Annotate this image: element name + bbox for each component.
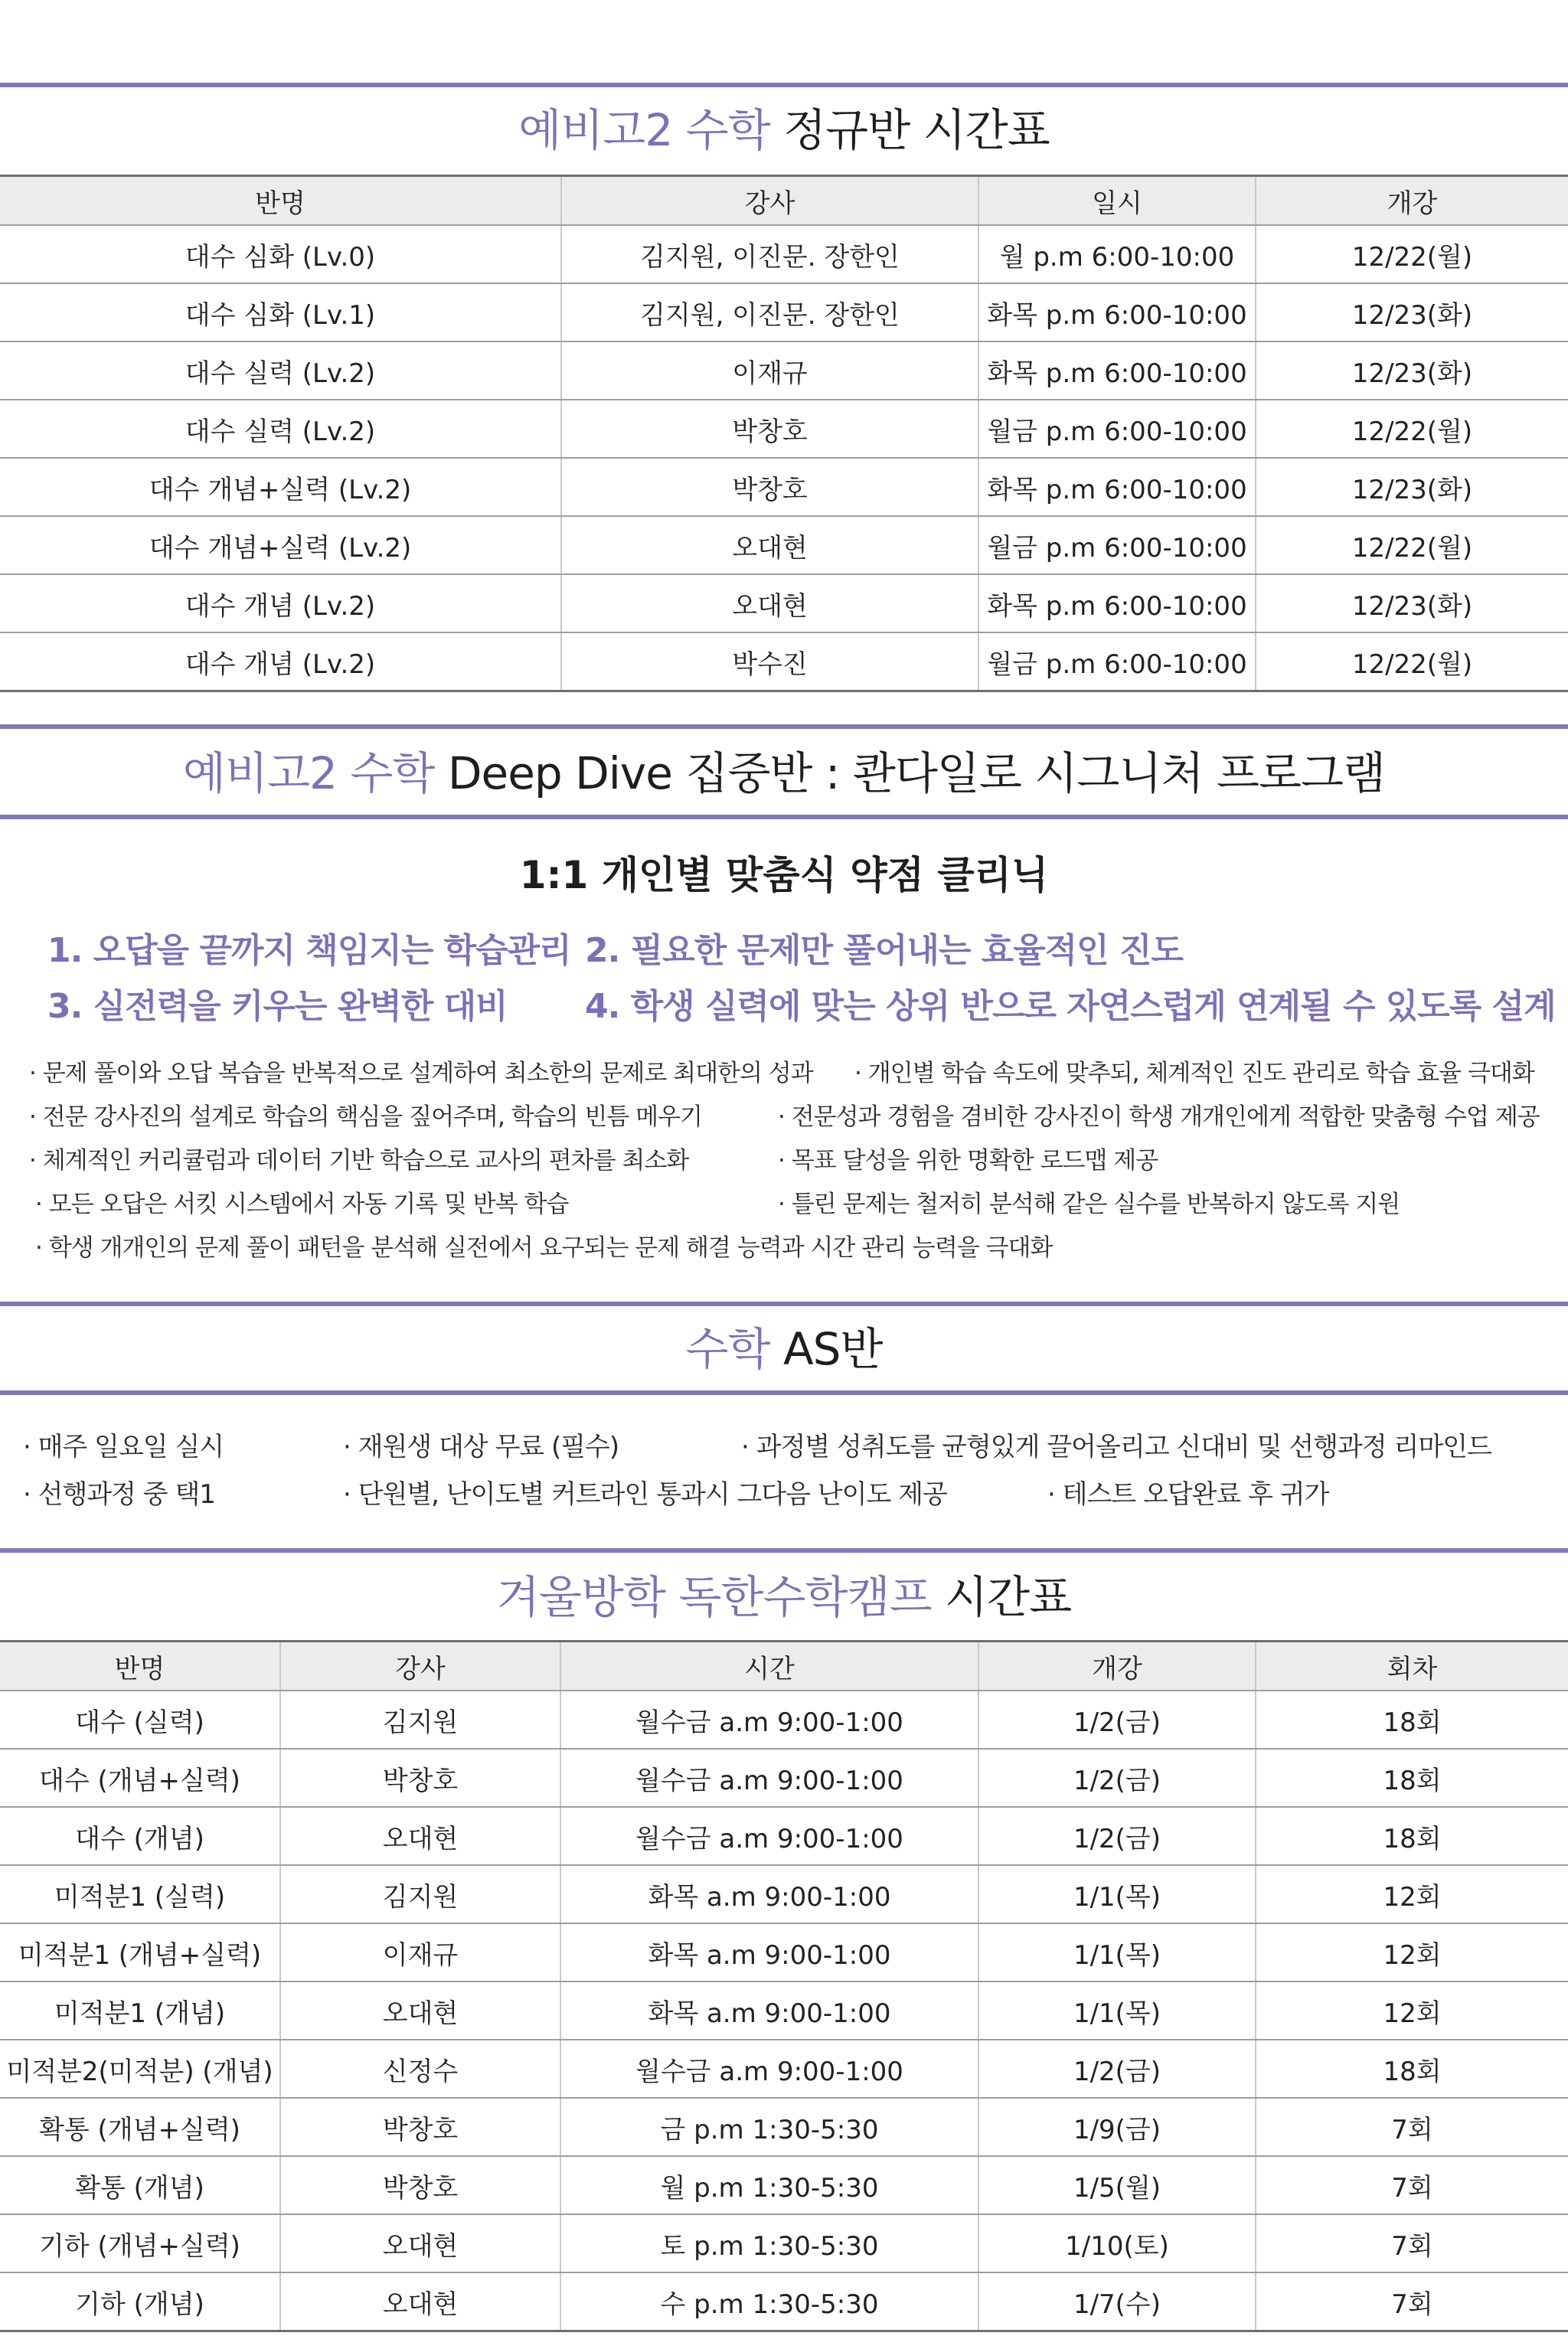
table-row <box>0 341 1568 400</box>
section2-top-rule <box>0 724 1568 729</box>
section3-title <box>0 1318 1568 1380</box>
cell-time: 금 p.m 1:30-5:30 <box>560 2098 978 2156</box>
regular-class-timetable <box>0 175 1568 692</box>
section3-bottom-rule <box>0 1390 1568 1395</box>
column-header-teacher: 강사 <box>561 176 978 226</box>
cell-start: 1/7(수) <box>978 2272 1256 2331</box>
column-header-time: 시간 <box>560 1642 978 1691</box>
as-class-bullet: · 선행과정 중 택1 <box>23 1479 215 1510</box>
clinic-bullet: · 개인별 학습 속도에 맞추되, 체계적인 진도 관리로 학습 효율 극대화 <box>854 1060 1534 1087</box>
cell-start: 1/1(목) <box>978 1865 1256 1923</box>
cell-sessions: 18회 <box>1256 2040 1568 2098</box>
cell-sessions: 7회 <box>1256 2156 1568 2214</box>
cell-class: 대수 심화 (Lv.1) <box>0 283 561 341</box>
cell-start: 1/10(토) <box>978 2214 1256 2272</box>
section1-title-rest: 정규반 시간표 <box>783 104 1050 156</box>
cell-class: 대수 개념+실력 (Lv.2) <box>0 458 561 516</box>
cell-start: 12/22(월) <box>1256 632 1568 691</box>
table-row <box>0 632 1568 691</box>
table-row <box>0 1691 1568 1749</box>
cell-time: 월 p.m 1:30-5:30 <box>560 2156 978 2214</box>
as-class-bullet: · 단원별, 난이도별 커트라인 통과시 그다음 난이도 제공 <box>343 1479 947 1510</box>
cell-start: 12/23(화) <box>1256 574 1568 632</box>
as-class-bullet: · 테스트 오답완료 후 귀가 <box>1047 1479 1329 1510</box>
cell-start: 1/2(금) <box>978 1807 1256 1865</box>
cell-teacher: 박창호 <box>561 458 978 516</box>
cell-schedule: 화목 p.m 6:00-10:00 <box>978 283 1256 341</box>
table-header-row <box>0 176 1568 226</box>
cell-sessions: 18회 <box>1256 1691 1568 1749</box>
table-header-row <box>0 1642 1568 1691</box>
section4-top-rule <box>0 1548 1568 1553</box>
section4-title-accent: 겨울방학 독한수학캠프 <box>496 1571 932 1623</box>
cell-class: 확통 (개념) <box>0 2156 280 2214</box>
cell-class: 대수 개념 (Lv.2) <box>0 632 561 691</box>
cell-sessions: 7회 <box>1256 2272 1568 2331</box>
cell-class: 확통 (개념+실력) <box>0 2098 280 2156</box>
cell-schedule: 월금 p.m 6:00-10:00 <box>978 632 1256 691</box>
table-row <box>0 2272 1568 2331</box>
cell-time: 월수금 a.m 9:00-1:00 <box>560 1691 978 1749</box>
cell-teacher: 오대현 <box>561 516 978 574</box>
section3-top-rule <box>0 1302 1568 1306</box>
cell-start: 1/2(금) <box>978 2040 1256 2098</box>
cell-start: 1/5(월) <box>978 2156 1256 2214</box>
clinic-bullet: · 전문 강사진의 설계로 학습의 핵심을 짚어주며, 학습의 빈틈 메우기 <box>29 1103 702 1131</box>
cell-start: 1/9(금) <box>978 2098 1256 2156</box>
as-class-bullet: · 과정별 성취도를 균형있게 끌어올리고 신대비 및 선행과정 리마인드 <box>741 1432 1491 1462</box>
clinic-bullet: · 틀린 문제는 철저히 분석해 같은 실수를 반복하지 않도록 지원 <box>778 1191 1400 1218</box>
cell-schedule: 월 p.m 6:00-10:00 <box>978 225 1256 283</box>
table-row <box>0 574 1568 632</box>
cell-time: 화목 a.m 9:00-1:00 <box>560 1923 978 1982</box>
winter-camp-timetable <box>0 1640 1568 2332</box>
cell-teacher: 박창호 <box>280 1749 560 1807</box>
cell-schedule: 화목 p.m 6:00-10:00 <box>978 458 1256 516</box>
table-row <box>0 2214 1568 2272</box>
cell-teacher: 오대현 <box>280 1807 560 1865</box>
cell-class: 대수 개념 (Lv.2) <box>0 574 561 632</box>
cell-sessions: 12회 <box>1256 1982 1568 2040</box>
table-row <box>0 1923 1568 1982</box>
as-class-bullet: · 매주 일요일 실시 <box>23 1432 224 1462</box>
section2-title-rest: Deep Dive 집중반 : 콴다일로 시그니처 프로그램 <box>447 747 1386 799</box>
table-row <box>0 458 1568 516</box>
cell-sessions: 7회 <box>1256 2214 1568 2272</box>
section1-title <box>0 100 1568 161</box>
cell-start: 1/1(목) <box>978 1923 1256 1982</box>
cell-start: 12/23(화) <box>1256 458 1568 516</box>
feature-3: 3. 실전력을 키우는 완벽한 대비 <box>47 987 508 1026</box>
cell-time: 월수금 a.m 9:00-1:00 <box>560 2040 978 2098</box>
cell-class: 미적분1 (개념) <box>0 1982 280 2040</box>
cell-start: 12/23(화) <box>1256 283 1568 341</box>
clinic-bullet: · 학생 개개인의 문제 풀이 패턴을 분석해 실전에서 요구되는 문제 해결 능력과 시간 관리 능력을 극대화 <box>35 1234 1053 1262</box>
feature-2: 2. 필요한 문제만 풀어내는 효율적인 진도 <box>585 931 1183 970</box>
section2-bottom-rule <box>0 815 1568 819</box>
clinic-bullet: · 문제 풀이와 오답 복습을 반복적으로 설계하여 최소한의 문제로 최대한의 성과 <box>29 1060 813 1087</box>
feature-4: 4. 학생 실력에 맞는 상위 반으로 자연스럽게 연계될 수 있도록 설계 <box>585 987 1556 1026</box>
table-row <box>0 1982 1568 2040</box>
clinic-subtitle: 1:1 개인별 맞춤식 약점 클리닉 <box>519 853 1049 897</box>
cell-time: 월수금 a.m 9:00-1:00 <box>560 1749 978 1807</box>
feature-1: 1. 오답을 끝까지 책임지는 학습관리 <box>47 931 571 970</box>
cell-start: 12/22(월) <box>1256 516 1568 574</box>
clinic-bullet: · 전문성과 경험을 겸비한 강사진이 학생 개개인에게 적합한 맞춤형 수업 제공 <box>778 1103 1540 1131</box>
cell-teacher: 김지원 <box>280 1691 560 1749</box>
column-header-start: 개강 <box>978 1642 1256 1691</box>
table-row <box>0 2040 1568 2098</box>
cell-teacher: 김지원, 이진문. 장한인 <box>561 225 978 283</box>
table-row <box>0 2098 1568 2156</box>
column-header-teacher: 강사 <box>280 1642 560 1691</box>
cell-class: 대수 (실력) <box>0 1691 280 1749</box>
cell-class: 대수 심화 (Lv.0) <box>0 225 561 283</box>
clinic-bullet: · 체계적인 커리큘럼과 데이터 기반 학습으로 교사의 편차를 최소화 <box>29 1147 689 1175</box>
cell-sessions: 7회 <box>1256 2098 1568 2156</box>
cell-class: 대수 실력 (Lv.2) <box>0 341 561 400</box>
cell-time: 수 p.m 1:30-5:30 <box>560 2272 978 2331</box>
cell-class: 대수 (개념+실력) <box>0 1749 280 1807</box>
table-row <box>0 1865 1568 1923</box>
cell-start: 1/1(목) <box>978 1982 1256 2040</box>
cell-sessions: 12회 <box>1256 1865 1568 1923</box>
section3-title-rest: AS반 <box>782 1323 883 1375</box>
section1-title-accent: 예비고2 수학 <box>518 104 770 156</box>
column-header-sessions: 회차 <box>1256 1642 1568 1691</box>
table-row <box>0 283 1568 341</box>
as-class-bullet: · 재원생 대상 무료 (필수) <box>343 1432 619 1462</box>
column-header-start: 개강 <box>1256 176 1568 226</box>
clinic-bullet: · 모든 오답은 서킷 시스템에서 자동 기록 및 반복 학습 <box>35 1191 569 1218</box>
cell-class: 미적분1 (개념+실력) <box>0 1923 280 1982</box>
cell-sessions: 18회 <box>1256 1807 1568 1865</box>
cell-teacher: 박창호 <box>280 2098 560 2156</box>
cell-time: 화목 a.m 9:00-1:00 <box>560 1865 978 1923</box>
section2-title <box>0 743 1568 804</box>
cell-time: 월수금 a.m 9:00-1:00 <box>560 1807 978 1865</box>
section1-top-rule <box>0 83 1568 87</box>
cell-teacher: 신정수 <box>280 2040 560 2098</box>
cell-start: 1/2(금) <box>978 1691 1256 1749</box>
cell-teacher: 박창호 <box>561 400 978 458</box>
cell-class: 대수 개념+실력 (Lv.2) <box>0 516 561 574</box>
cell-sessions: 18회 <box>1256 1749 1568 1807</box>
table-row <box>0 1807 1568 1865</box>
column-header-schedule: 일시 <box>978 176 1256 226</box>
cell-schedule: 화목 p.m 6:00-10:00 <box>978 341 1256 400</box>
cell-teacher: 이재규 <box>561 341 978 400</box>
cell-schedule: 화목 p.m 6:00-10:00 <box>978 574 1256 632</box>
cell-time: 화목 a.m 9:00-1:00 <box>560 1982 978 2040</box>
section4-title <box>0 1567 1568 1628</box>
table-row <box>0 516 1568 574</box>
cell-start: 12/22(월) <box>1256 225 1568 283</box>
table-row <box>0 2156 1568 2214</box>
cell-class: 기하 (개념+실력) <box>0 2214 280 2272</box>
cell-teacher: 오대현 <box>280 1982 560 2040</box>
section2-title-accent: 예비고2 수학 <box>182 747 435 799</box>
table-row <box>0 400 1568 458</box>
cell-class: 대수 (개념) <box>0 1807 280 1865</box>
cell-class: 미적분2(미적분) (개념) <box>0 2040 280 2098</box>
cell-schedule: 월금 p.m 6:00-10:00 <box>978 400 1256 458</box>
cell-class: 기하 (개념) <box>0 2272 280 2331</box>
cell-start: 12/22(월) <box>1256 400 1568 458</box>
cell-teacher: 오대현 <box>561 574 978 632</box>
cell-teacher: 오대현 <box>280 2272 560 2331</box>
table-row <box>0 1749 1568 1807</box>
cell-class: 미적분1 (실력) <box>0 1865 280 1923</box>
table-row <box>0 225 1568 283</box>
cell-teacher: 오대현 <box>280 2214 560 2272</box>
column-header-class: 반명 <box>0 1642 280 1691</box>
cell-class: 대수 실력 (Lv.2) <box>0 400 561 458</box>
cell-schedule: 월금 p.m 6:00-10:00 <box>978 516 1256 574</box>
clinic-bullet: · 목표 달성을 위한 명확한 로드맵 제공 <box>778 1147 1158 1175</box>
cell-start: 1/2(금) <box>978 1749 1256 1807</box>
cell-teacher: 박수진 <box>561 632 978 691</box>
cell-time: 토 p.m 1:30-5:30 <box>560 2214 978 2272</box>
cell-sessions: 12회 <box>1256 1923 1568 1982</box>
cell-teacher: 박창호 <box>280 2156 560 2214</box>
column-header-class: 반명 <box>0 176 561 226</box>
cell-teacher: 김지원, 이진문. 장한인 <box>561 283 978 341</box>
section3-title-accent: 수학 <box>685 1323 770 1375</box>
section4-title-rest: 시간표 <box>945 1571 1072 1623</box>
cell-teacher: 김지원 <box>280 1865 560 1923</box>
cell-start: 12/23(화) <box>1256 341 1568 400</box>
cell-teacher: 이재규 <box>280 1923 560 1982</box>
